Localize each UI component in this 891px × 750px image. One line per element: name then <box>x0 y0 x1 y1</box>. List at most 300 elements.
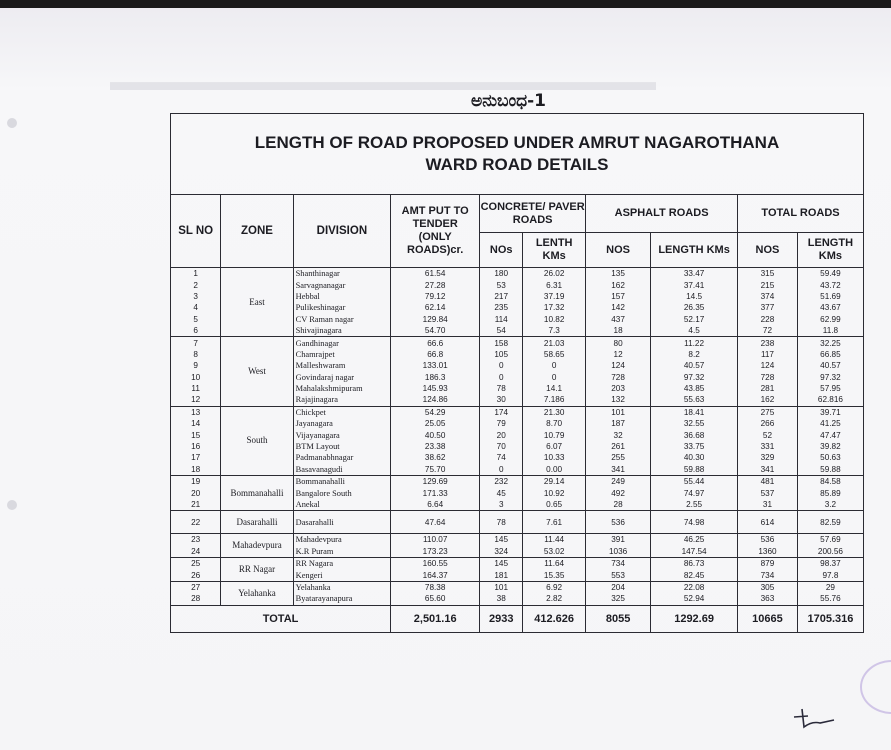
amount-cell: 38.62 <box>391 452 480 463</box>
asphalt-nos-cell: 162 <box>586 279 651 290</box>
total-nos-cell: 162 <box>738 394 798 406</box>
asphalt-nos-cell: 187 <box>586 418 651 429</box>
concrete-nos-cell: 79 <box>480 418 523 429</box>
asphalt-length-cell: 8.2 <box>651 349 738 360</box>
amount-cell: 40.50 <box>391 429 480 440</box>
division-cell: Rajajinagara <box>293 394 390 406</box>
asphalt-length-cell: 14.5 <box>651 291 738 302</box>
total-nos-cell: 275 <box>738 406 798 418</box>
division-cell: RR Nagara <box>293 557 390 569</box>
total-nos-cell: 481 <box>738 476 798 488</box>
concrete-length-cell: 11.64 <box>523 557 586 569</box>
concrete-length-cell: 29.14 <box>523 476 586 488</box>
total-length-cell: 97.32 <box>797 372 863 383</box>
concrete-nos-cell: 114 <box>480 314 523 325</box>
sl-no-cell: 14 <box>171 418 221 429</box>
concrete-nos-cell: 20 <box>480 429 523 440</box>
concrete-length-cell: 58.65 <box>523 349 586 360</box>
asphalt-nos-cell: 728 <box>586 372 651 383</box>
concrete-length-cell: 7.186 <box>523 394 586 406</box>
concrete-nos-cell: 53 <box>480 279 523 290</box>
total-nos-cell: 341 <box>738 464 798 476</box>
division-cell: Pulikeshinagar <box>293 302 390 313</box>
concrete-length-cell: 10.82 <box>523 314 586 325</box>
amount-cell: 61.54 <box>391 268 480 280</box>
asphalt-length-cell: 82.45 <box>651 569 738 581</box>
total-length-cell: 29 <box>797 581 863 593</box>
division-cell: Hebbal <box>293 291 390 302</box>
concrete-nos-cell: 324 <box>480 546 523 558</box>
annexure-label: ಅನುಬಂಧ-1 <box>471 91 546 111</box>
amount-cell: 110.07 <box>391 534 480 546</box>
asphalt-nos-cell: 12 <box>586 349 651 360</box>
sl-no-cell: 27 <box>171 581 221 593</box>
total-length-cell: 97.8 <box>797 569 863 581</box>
concrete-length-cell: 11.44 <box>523 534 586 546</box>
table-title <box>171 114 864 195</box>
total-length-cell: 41.25 <box>797 418 863 429</box>
division-cell: Sarvagnanagar <box>293 279 390 290</box>
sl-no-cell: 8 <box>171 349 221 360</box>
division-cell: BTM Layout <box>293 441 390 452</box>
total-length-cell: 51.69 <box>797 291 863 302</box>
division-cell: Anekal <box>293 499 390 511</box>
amount-cell: 133.01 <box>391 360 480 371</box>
concrete-length-cell: 6.31 <box>523 279 586 290</box>
total-length-cell: 82.59 <box>797 511 863 534</box>
division-cell: Kengeri <box>293 569 390 581</box>
total-length-cell: 11.8 <box>797 325 863 337</box>
concrete-nos-cell: 180 <box>480 268 523 280</box>
road-details-table <box>170 113 864 633</box>
asphalt-length-cell: 46.25 <box>651 534 738 546</box>
zone-cell: Bommanahalli <box>221 476 293 511</box>
amount-cell: 173.23 <box>391 546 480 558</box>
asphalt-nos-cell: 135 <box>586 268 651 280</box>
amount-cell: 78.38 <box>391 581 480 593</box>
total-length-cell: 59.49 <box>797 268 863 280</box>
asphalt-nos-cell: 18 <box>586 325 651 337</box>
bleed-through-mark: ▬▬▬▬▬▬▬▬▬▬▬▬▬▬▬▬▬▬▬▬▬ <box>110 66 656 96</box>
sl-no-cell: 10 <box>171 372 221 383</box>
amount-cell: 62.14 <box>391 302 480 313</box>
concrete-nos-cell: 78 <box>480 383 523 394</box>
asphalt-length-cell: 74.97 <box>651 487 738 498</box>
concrete-nos-cell: 0 <box>480 360 523 371</box>
asphalt-nos-cell: 261 <box>586 441 651 452</box>
total-nos-cell: 537 <box>738 487 798 498</box>
concrete-nos-cell: 74 <box>480 452 523 463</box>
zone-cell: South <box>221 406 293 475</box>
division-cell: Yelahanka <box>293 581 390 593</box>
total-nos-cell: 374 <box>738 291 798 302</box>
total-nos-cell: 124 <box>738 360 798 371</box>
concrete-length-cell: 7.3 <box>523 325 586 337</box>
total-nos-cell: 315 <box>738 268 798 280</box>
sl-no-cell: 20 <box>171 487 221 498</box>
asphalt-length-cell: 11.22 <box>651 337 738 349</box>
total-length-cell: 84.58 <box>797 476 863 488</box>
concrete-length-cell: 6.07 <box>523 441 586 452</box>
asphalt-length-cell: 33.75 <box>651 441 738 452</box>
asphalt-length-cell: 52.17 <box>651 314 738 325</box>
concrete-nos-cell: 232 <box>480 476 523 488</box>
concrete-nos-cell: 174 <box>480 406 523 418</box>
concrete-nos-cell: 30 <box>480 394 523 406</box>
asphalt-nos-cell: 341 <box>586 464 651 476</box>
concrete-nos-cell: 54 <box>480 325 523 337</box>
asphalt-nos-cell: 249 <box>586 476 651 488</box>
asphalt-nos-cell: 536 <box>586 511 651 534</box>
concrete-nos-cell: 145 <box>480 534 523 546</box>
zone-cell: Dasarahalli <box>221 511 293 534</box>
asphalt-nos-cell: 80 <box>586 337 651 349</box>
amount-cell: 171.33 <box>391 487 480 498</box>
asphalt-nos-cell: 492 <box>586 487 651 498</box>
sl-no-cell: 16 <box>171 441 221 452</box>
sl-no-cell: 6 <box>171 325 221 337</box>
asphalt-nos-cell: 325 <box>586 593 651 605</box>
total-nos-cell: 363 <box>738 593 798 605</box>
total-length-cell: 98.37 <box>797 557 863 569</box>
asphalt-length-cell: 55.63 <box>651 394 738 406</box>
asphalt-length-cell: 4.5 <box>651 325 738 337</box>
sl-no-cell: 11 <box>171 383 221 394</box>
division-cell: Shivajinagara <box>293 325 390 337</box>
asphalt-length-cell: 18.41 <box>651 406 738 418</box>
sl-no-cell: 18 <box>171 464 221 476</box>
concrete-nos-cell: 217 <box>480 291 523 302</box>
asphalt-length-cell: 52.94 <box>651 593 738 605</box>
asphalt-length-cell: 32.55 <box>651 418 738 429</box>
concrete-nos-cell: 101 <box>480 581 523 593</box>
asphalt-length-cell: 40.57 <box>651 360 738 371</box>
asphalt-nos-cell: 255 <box>586 452 651 463</box>
total-length-cell: 62.99 <box>797 314 863 325</box>
asphalt-length-cell: 22.08 <box>651 581 738 593</box>
total-nos-cell: 536 <box>738 534 798 546</box>
signature-mark <box>790 703 840 733</box>
concrete-nos-cell: 3 <box>480 499 523 511</box>
header-zone: ZONE <box>221 195 293 268</box>
sl-no-cell: 26 <box>171 569 221 581</box>
sl-no-cell: 9 <box>171 360 221 371</box>
amount-cell: 65.60 <box>391 593 480 605</box>
division-cell: Basavanagudi <box>293 464 390 476</box>
total-length-cell: 59.88 <box>797 464 863 476</box>
total-length-cell: 39.71 <box>797 406 863 418</box>
total-length-cell: 39.82 <box>797 441 863 452</box>
division-cell: Byatarayanapura <box>293 593 390 605</box>
amount-cell: 6.64 <box>391 499 480 511</box>
total-nos-cell: 331 <box>738 441 798 452</box>
concrete-length-cell: 0.00 <box>523 464 586 476</box>
division-cell: Gandhinagar <box>293 337 390 349</box>
total-length-cell: 40.57 <box>797 360 863 371</box>
total-nos-cell: 734 <box>738 569 798 581</box>
total-asphalt-length: 1292.69 <box>651 605 738 632</box>
concrete-nos-cell: 145 <box>480 557 523 569</box>
sl-no-cell: 17 <box>171 452 221 463</box>
concrete-nos-cell: 45 <box>480 487 523 498</box>
total-asphalt-nos: 8055 <box>586 605 651 632</box>
division-cell: Padmanabhnagar <box>293 452 390 463</box>
header-asphalt-nos: NOS <box>586 233 651 268</box>
amount-cell: 186.3 <box>391 372 480 383</box>
total-roads-length: 1705.316 <box>797 605 863 632</box>
sl-no-cell: 21 <box>171 499 221 511</box>
zone-cell: West <box>221 337 293 406</box>
asphalt-length-cell: 55.44 <box>651 476 738 488</box>
concrete-nos-cell: 70 <box>480 441 523 452</box>
concrete-length-cell: 17.32 <box>523 302 586 313</box>
total-length-cell: 3.2 <box>797 499 863 511</box>
concrete-nos-cell: 105 <box>480 349 523 360</box>
concrete-length-cell: 21.03 <box>523 337 586 349</box>
asphalt-nos-cell: 734 <box>586 557 651 569</box>
division-cell: Jayanagara <box>293 418 390 429</box>
division-cell: Malleshwaram <box>293 360 390 371</box>
asphalt-nos-cell: 391 <box>586 534 651 546</box>
total-nos-cell: 228 <box>738 314 798 325</box>
total-nos-cell: 281 <box>738 383 798 394</box>
amount-cell: 25.05 <box>391 418 480 429</box>
header-concrete-roads: CONCRETE/ PAVER ROADS <box>480 195 586 233</box>
concrete-length-cell: 0 <box>523 372 586 383</box>
division-cell: Mahalakshmipuram <box>293 383 390 394</box>
concrete-length-cell: 10.79 <box>523 429 586 440</box>
asphalt-nos-cell: 553 <box>586 569 651 581</box>
concrete-length-cell: 8.70 <box>523 418 586 429</box>
table-row <box>171 476 864 488</box>
header-asphalt-roads: ASPHALT ROADS <box>586 195 738 233</box>
title-line-1: LENGTH OF ROAD PROPOSED UNDER AMRUT NAGAROTHANA <box>254 133 780 152</box>
concrete-length-cell: 10.92 <box>523 487 586 498</box>
total-amount: 2,501.16 <box>391 605 480 632</box>
header-concrete-length: LENTH KMs <box>523 233 586 268</box>
asphalt-length-cell: 97.32 <box>651 372 738 383</box>
sl-no-cell: 23 <box>171 534 221 546</box>
total-length-cell: 47.47 <box>797 429 863 440</box>
amount-cell: 160.55 <box>391 557 480 569</box>
division-cell: K.R Puram <box>293 546 390 558</box>
sl-no-cell: 3 <box>171 291 221 302</box>
total-length-cell: 43.67 <box>797 302 863 313</box>
asphalt-length-cell: 37.41 <box>651 279 738 290</box>
concrete-length-cell: 6.92 <box>523 581 586 593</box>
amount-cell: 54.70 <box>391 325 480 337</box>
division-cell: Shanthinagar <box>293 268 390 280</box>
asphalt-length-cell: 43.85 <box>651 383 738 394</box>
concrete-length-cell: 10.33 <box>523 452 586 463</box>
concrete-length-cell: 26.02 <box>523 268 586 280</box>
asphalt-nos-cell: 1036 <box>586 546 651 558</box>
sl-no-cell: 13 <box>171 406 221 418</box>
header-asphalt-length: LENGTH KMs <box>651 233 738 268</box>
division-cell: Bangalore South <box>293 487 390 498</box>
header-sl-no: SL NO <box>171 195 221 268</box>
division-cell: Govindaraj nagar <box>293 372 390 383</box>
total-nos-cell: 1360 <box>738 546 798 558</box>
asphalt-nos-cell: 132 <box>586 394 651 406</box>
asphalt-nos-cell: 32 <box>586 429 651 440</box>
amount-cell: 129.84 <box>391 314 480 325</box>
concrete-nos-cell: 235 <box>480 302 523 313</box>
concrete-length-cell: 21.30 <box>523 406 586 418</box>
asphalt-nos-cell: 204 <box>586 581 651 593</box>
total-length-cell: 57.95 <box>797 383 863 394</box>
division-cell: Chickpet <box>293 406 390 418</box>
concrete-nos-cell: 38 <box>480 593 523 605</box>
total-concrete-length: 412.626 <box>523 605 586 632</box>
asphalt-length-cell: 40.30 <box>651 452 738 463</box>
asphalt-length-cell: 26.35 <box>651 302 738 313</box>
concrete-length-cell: 53.02 <box>523 546 586 558</box>
total-nos-cell: 72 <box>738 325 798 337</box>
amount-cell: 164.37 <box>391 569 480 581</box>
concrete-length-cell: 0 <box>523 360 586 371</box>
asphalt-length-cell: 74.98 <box>651 511 738 534</box>
total-concrete-nos: 2933 <box>480 605 523 632</box>
zone-cell: RR Nagar <box>221 557 293 581</box>
amount-cell: 145.93 <box>391 383 480 394</box>
division-cell: Bommanahalli <box>293 476 390 488</box>
asphalt-length-cell: 147.54 <box>651 546 738 558</box>
total-length-cell: 43.72 <box>797 279 863 290</box>
division-cell: CV Raman nagar <box>293 314 390 325</box>
division-cell: Chamrajpet <box>293 349 390 360</box>
total-nos-cell: 305 <box>738 581 798 593</box>
sl-no-cell: 19 <box>171 476 221 488</box>
total-nos-cell: 879 <box>738 557 798 569</box>
header-division: DIVISION <box>293 195 390 268</box>
sl-no-cell: 7 <box>171 337 221 349</box>
amount-cell: 79.12 <box>391 291 480 302</box>
total-length-cell: 85.89 <box>797 487 863 498</box>
total-row <box>171 605 864 632</box>
sl-no-cell: 5 <box>171 314 221 325</box>
amount-cell: 27.28 <box>391 279 480 290</box>
scan-edge <box>0 0 891 8</box>
total-nos-cell: 117 <box>738 349 798 360</box>
asphalt-length-cell: 86.73 <box>651 557 738 569</box>
asphalt-length-cell: 2.55 <box>651 499 738 511</box>
total-nos-cell: 377 <box>738 302 798 313</box>
total-length-cell: 57.69 <box>797 534 863 546</box>
header-concrete-nos: NOs <box>480 233 523 268</box>
sl-no-cell: 28 <box>171 593 221 605</box>
sl-no-cell: 22 <box>171 511 221 534</box>
asphalt-nos-cell: 157 <box>586 291 651 302</box>
division-cell: Dasarahalli <box>293 511 390 534</box>
asphalt-nos-cell: 101 <box>586 406 651 418</box>
asphalt-length-cell: 33.47 <box>651 268 738 280</box>
concrete-length-cell: 37.19 <box>523 291 586 302</box>
punch-hole <box>7 500 17 510</box>
concrete-length-cell: 7.61 <box>523 511 586 534</box>
concrete-nos-cell: 0 <box>480 464 523 476</box>
total-nos-cell: 266 <box>738 418 798 429</box>
total-nos-cell: 614 <box>738 511 798 534</box>
total-nos-cell: 329 <box>738 452 798 463</box>
total-nos-cell: 728 <box>738 372 798 383</box>
table-row <box>171 406 864 418</box>
sl-no-cell: 12 <box>171 394 221 406</box>
concrete-length-cell: 15.35 <box>523 569 586 581</box>
total-label: TOTAL <box>171 605 391 632</box>
amount-cell: 47.64 <box>391 511 480 534</box>
table-row <box>171 581 864 593</box>
total-roads-nos: 10665 <box>738 605 798 632</box>
zone-cell: Yelahanka <box>221 581 293 605</box>
amount-cell: 66.6 <box>391 337 480 349</box>
table-row <box>171 534 864 546</box>
concrete-nos-cell: 181 <box>480 569 523 581</box>
asphalt-length-cell: 59.88 <box>651 464 738 476</box>
total-nos-cell: 31 <box>738 499 798 511</box>
asphalt-nos-cell: 437 <box>586 314 651 325</box>
total-nos-cell: 52 <box>738 429 798 440</box>
asphalt-nos-cell: 28 <box>586 499 651 511</box>
title-line-2: WARD ROAD DETAILS <box>425 155 609 174</box>
sl-no-cell: 4 <box>171 302 221 313</box>
amount-cell: 66.8 <box>391 349 480 360</box>
sl-no-cell: 2 <box>171 279 221 290</box>
division-cell: Mahadevpura <box>293 534 390 546</box>
sl-no-cell: 1 <box>171 268 221 280</box>
total-length-cell: 200.56 <box>797 546 863 558</box>
asphalt-nos-cell: 142 <box>586 302 651 313</box>
division-cell: Vijayanagara <box>293 429 390 440</box>
header-total-length: LENGTH KMs <box>797 233 863 268</box>
amount-cell: 124.86 <box>391 394 480 406</box>
concrete-nos-cell: 78 <box>480 511 523 534</box>
concrete-length-cell: 0.65 <box>523 499 586 511</box>
total-length-cell: 62.816 <box>797 394 863 406</box>
concrete-length-cell: 2.82 <box>523 593 586 605</box>
header-total-roads: TOTAL ROADS <box>738 195 864 233</box>
total-nos-cell: 238 <box>738 337 798 349</box>
sl-no-cell: 25 <box>171 557 221 569</box>
total-length-cell: 55.76 <box>797 593 863 605</box>
table-row <box>171 337 864 349</box>
total-length-cell: 32.25 <box>797 337 863 349</box>
total-length-cell: 50.63 <box>797 452 863 463</box>
asphalt-nos-cell: 124 <box>586 360 651 371</box>
table-row <box>171 268 864 280</box>
amount-cell: 75.70 <box>391 464 480 476</box>
total-nos-cell: 215 <box>738 279 798 290</box>
concrete-length-cell: 14.1 <box>523 383 586 394</box>
zone-cell: Mahadevpura <box>221 534 293 558</box>
concrete-nos-cell: 0 <box>480 372 523 383</box>
concrete-nos-cell: 158 <box>480 337 523 349</box>
total-length-cell: 66.85 <box>797 349 863 360</box>
asphalt-nos-cell: 203 <box>586 383 651 394</box>
header-total-nos: NOS <box>738 233 798 268</box>
sl-no-cell: 15 <box>171 429 221 440</box>
amount-cell: 129.69 <box>391 476 480 488</box>
asphalt-length-cell: 36.68 <box>651 429 738 440</box>
table-row <box>171 511 864 534</box>
zone-cell: East <box>221 268 293 337</box>
header-amount: AMT PUT TO TENDER (ONLY ROADS)cr. <box>391 195 480 268</box>
punch-hole <box>7 118 17 128</box>
amount-cell: 23.38 <box>391 441 480 452</box>
office-stamp <box>860 660 891 714</box>
sl-no-cell: 24 <box>171 546 221 558</box>
amount-cell: 54.29 <box>391 406 480 418</box>
